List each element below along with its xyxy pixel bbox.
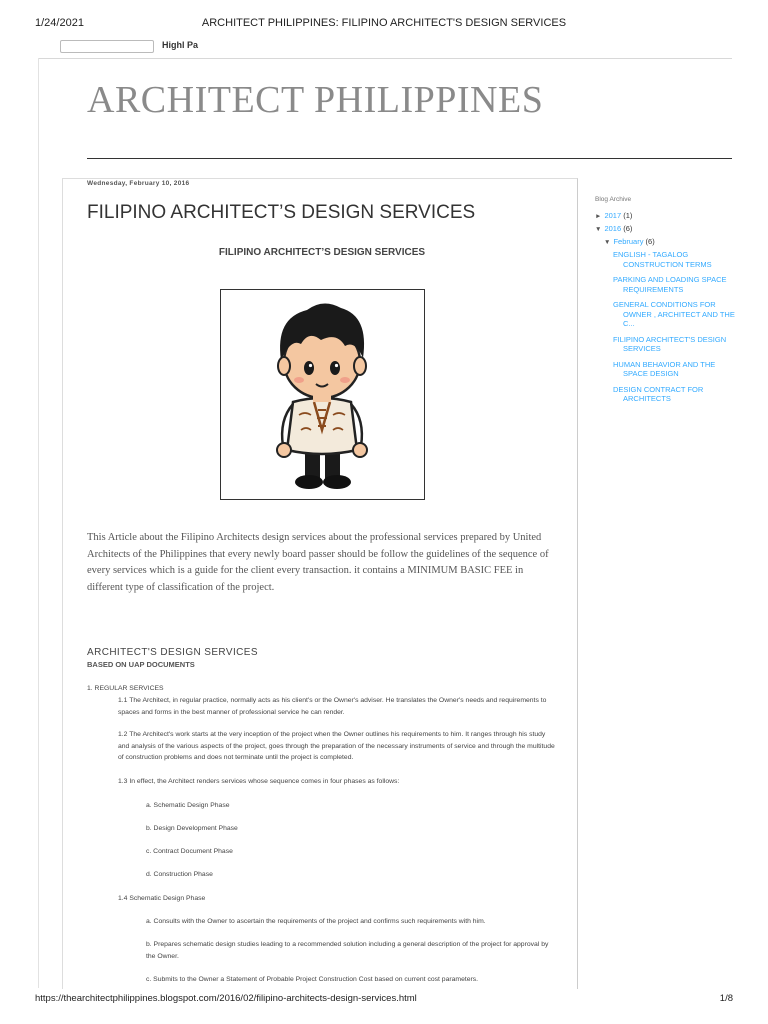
page-number: 1/8 <box>719 993 733 1004</box>
intro-paragraph: This Article about the Filipino Architects design services about the professional services prepared by United Architects of the Philippines that every newly board passer should be follow the guidelines of the sequence of every services which is a guide for the client every transaction. it contains a MINIMUM BASIC FEE in different type of classification of the project. <box>87 532 549 593</box>
print-date: 1/24/2021 <box>35 17 84 29</box>
archive-year-2016[interactable] <box>595 224 740 233</box>
page-url: https://thearchitectphilippines.blogspot.com/2016/02/filipino-architects-design-services.html <box>35 993 417 1004</box>
paragraph-1-4: 1.4 Schematic Design Phase <box>118 895 206 902</box>
archive-year-count: (6) <box>623 224 633 233</box>
phase-d: d. Construction Phase <box>146 871 213 878</box>
section-subtitle: BASED ON UAP DOCUMENTS <box>87 660 195 669</box>
phase-c: c. Contract Document Phase <box>146 848 233 855</box>
architect-cartoon-illustration <box>221 290 424 499</box>
expand-arrow-icon[interactable]: ► <box>595 213 602 220</box>
paragraph-1-4-a: a. Consults with the Owner to ascertain the requirements of the project and confirms such requirements with him. <box>146 918 486 925</box>
archive-month-link[interactable]: February <box>613 237 644 246</box>
regular-services-heading: 1. REGULAR SERVICES <box>87 685 164 692</box>
post-subtitle: FILIPINO ARCHITECT’S DESIGN SERVICES <box>218 247 426 258</box>
collapse-arrow-icon[interactable]: ▼ <box>604 239 611 246</box>
section-title: ARCHITECT'S DESIGN SERVICES <box>87 647 258 658</box>
header-divider <box>87 158 732 159</box>
phase-b: b. Design Development Phase <box>146 825 238 832</box>
archive-month-february[interactable] <box>604 237 740 246</box>
blog-title[interactable]: ARCHITECT PHILIPPINES <box>87 79 544 121</box>
paragraph-1-4-b: b. Prepares schematic design studies leading to a recommended solution including a general description of the project for approval by the Owner. <box>146 941 549 960</box>
archive-year-link[interactable]: 2017 <box>604 211 622 220</box>
phase-a: a. Schematic Design Phase <box>146 802 230 809</box>
archive-post-link[interactable]: PARKING AND LOADING SPACE REQUIREMENTS <box>613 275 727 294</box>
top-divider <box>38 58 732 59</box>
archive-post-link[interactable]: GENERAL CONDITIONS FOR OWNER , ARCHITECT AND THE C... <box>613 300 735 328</box>
archive-post-list <box>613 250 740 404</box>
paragraph-1-3: 1.3 In effect, the Architect renders services whose sequence comes in four phases as follows: <box>118 778 400 785</box>
archive-post-link[interactable]: FILIPINO ARCHITECT'S DESIGN SERVICES <box>613 334 727 353</box>
archive-year-link[interactable]: 2016 <box>604 224 622 233</box>
sidebar-blog-archive <box>595 196 740 410</box>
post-title[interactable]: FILIPINO ARCHITECT’S DESIGN SERVICES <box>87 202 476 223</box>
paragraph-1-1: 1.1 The Architect, in regular practice, normally acts as his client's or the Owner's adviser. He translates the Owner's needs and requirements to spaces and forms in the best manner of professional service he can render. <box>118 697 547 716</box>
archive-year-2017[interactable] <box>595 211 740 220</box>
paragraph-1-4-c: c. Submits to the Owner a Statement of Probable Project Construction Cost based on current cost parameters. <box>146 976 479 983</box>
print-title: ARCHITECT PHILIPPINES: FILIPINO ARCHITECT'S DESIGN SERVICES <box>201 17 567 29</box>
archive-post-link[interactable]: HUMAN BEHAVIOR AND THE SPACE DESIGN <box>613 359 716 378</box>
blog-archive-title: Blog Archive <box>595 196 632 203</box>
collapse-arrow-icon[interactable]: ▼ <box>595 226 602 233</box>
search-input[interactable] <box>60 40 154 53</box>
archive-year-count: (1) <box>623 211 633 220</box>
archive-post-link[interactable]: DESIGN CONTRACT FOR ARCHITECTS <box>613 384 704 403</box>
navbar-link[interactable]: Highl Pa <box>162 40 199 50</box>
architect-cartoon-image[interactable] <box>220 289 425 500</box>
archive-month-count: (6) <box>645 237 655 246</box>
archive-post-link[interactable]: ENGLISH - TAGALOG CONSTRUCTION TERMS <box>613 250 712 269</box>
post-date: Wednesday, February 10, 2016 <box>87 180 190 187</box>
paragraph-1-2: 1.2 The Architect's work starts at the very inception of the project when the Owner outlines his requirements to him. It ranges through his study and analysis of the various aspects of the project, goes through the preparation of the necessary instruments of service and through the multitude of construction problems and does not terminate until the project is completed. <box>118 731 555 761</box>
outer-border <box>38 58 39 988</box>
